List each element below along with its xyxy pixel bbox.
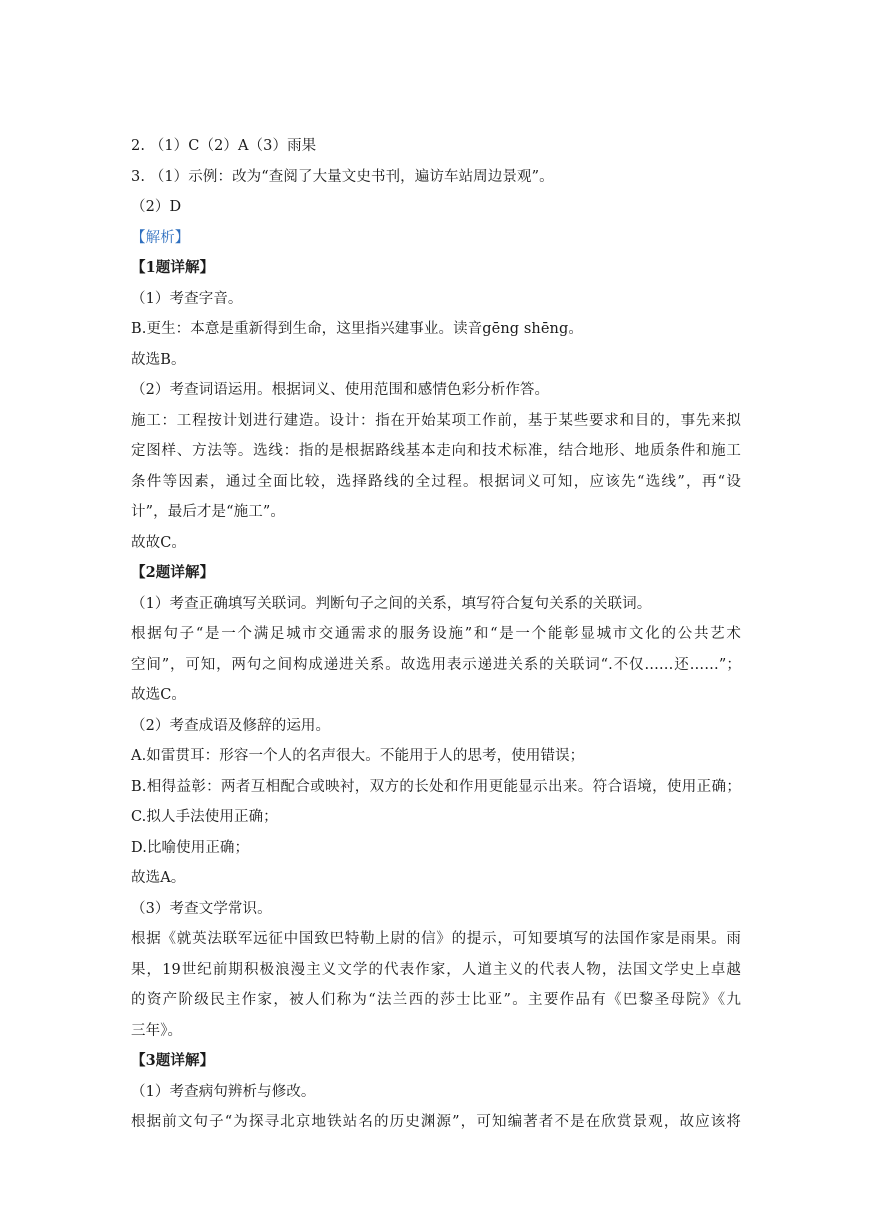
text-line: 根据《就英法联军远征中国致巴特勒上尉的信》的提示，可知要填写的法国作家是雨果。雨: [131, 931, 741, 947]
text-line: B.更生：本意是重新得到生命，这里指兴建事业。读音gēng shēng。: [131, 321, 583, 337]
text-line: 果，19世纪前期积极浪漫主义文学的代表作家，人道主义的代表人物，法国文学史上卓越: [131, 961, 741, 978]
answer-explanation-text: [131, 131, 741, 1138]
text-line: （3）考查文学常识。: [131, 900, 272, 917]
text-line: 的资产阶级民主作家，被人们称为“法兰西的莎士比亚”。主要作品有《巴黎圣母院》《九: [131, 992, 741, 1008]
text-line: （1）考查病句辨析与修改。: [131, 1083, 316, 1100]
text-line: （2）考查成语及修辞的运用。: [131, 717, 331, 734]
text-line: 故选A。: [131, 870, 186, 886]
answer-line-3-part-2: （2）D: [131, 199, 182, 215]
text-line: 施工：工程按计划进行建造。设计：指在开始某项工作前，基于某些要求和目的，事先来拟: [131, 412, 741, 429]
text-line: （1）考查正确填写关联词。判断句子之间的关系，填写符合复句关系的关联词。: [131, 595, 652, 612]
text-line: 根据前文句子“为探寻北京地铁站名的历史渊源”，可知编著者不是在欣赏景观，故应该将: [131, 1114, 741, 1130]
text-line: 定图样、方法等。选线：指的是根据路线基本走向和技术标准，结合地形、地质条件和施工: [131, 443, 741, 459]
answer-line-3: 3. （1）示例：改为“查阅了大量文史书刊，遍访车站周边景观”。: [131, 168, 554, 185]
text-line: A.如雷贯耳：形容一个人的名声很大。不能用于人的思考，使用错误；: [131, 748, 585, 764]
text-line: （1）考查字音。: [131, 290, 243, 307]
analysis-heading: 【解析】: [131, 229, 190, 246]
text-line: C.拟人手法使用正确；: [131, 809, 278, 825]
text-line: （2）考查词语运用。根据词义、使用范围和感情色彩分析作答。: [131, 382, 550, 398]
section-heading-q2: 【2题详解】: [131, 564, 215, 581]
text-line: D.比喻使用正确；: [131, 839, 250, 856]
text-line: 三年》。: [131, 1022, 183, 1039]
text-line: B.相得益彰：两者互相配合或映衬，双方的长处和作用更能显示出来。符合语境，使用正确；: [131, 778, 741, 795]
text-line: 条件等因素，通过全面比较，选择路线的全过程。根据词义可知，应该先“选线”，再“设: [131, 473, 741, 490]
text-line: 计”，最后才是“施工”。: [131, 504, 285, 520]
text-line: 故故C。: [131, 534, 186, 551]
section-heading-q3: 【3题详解】: [131, 1052, 215, 1069]
text-line: 故选B。: [131, 351, 186, 368]
text-line: 空间”，可知，两句之间构成递进关系。故选用表示递进关系的关联词“.不仅……还……”；: [131, 656, 741, 673]
section-heading-q1: 【1题详解】: [131, 259, 215, 276]
answer-line-2: 2. （1）C（2）A（3）雨果: [131, 138, 317, 154]
text-line: 根据句子“是一个满足城市交通需求的服务设施”和“是一个能彰显城市文化的公共艺术: [131, 626, 741, 642]
text-line: 故选C。: [131, 687, 186, 703]
